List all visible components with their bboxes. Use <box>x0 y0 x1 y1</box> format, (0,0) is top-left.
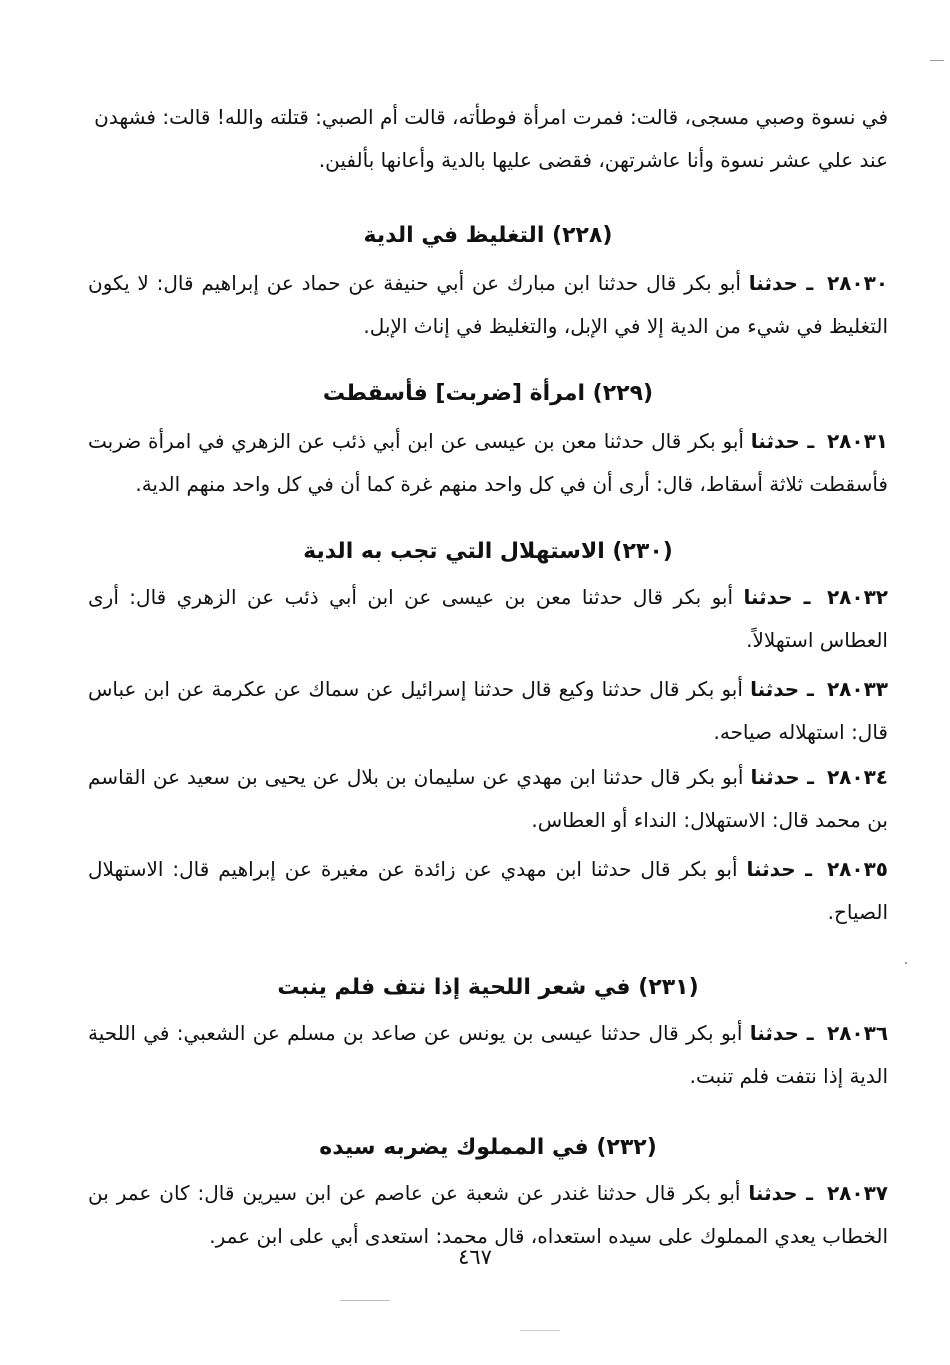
hadith-text: أبو بكر قال حدثنا ابن مبارك عن أبي حنيفة عن حماد عن إبراهيم قال: لا يكون التغليظ في شيء من الدية إلا في الإبل، والتغليظ في إناث الإبل. <box>88 271 888 338</box>
hadith-number: ٢٨٠٣١ <box>826 429 889 453</box>
hadith-entry <box>88 262 888 348</box>
hadith-text: أبو بكر قال حدثنا ابن مهدي عن سليمان بن بلال عن يحيى بن سعيد عن القاسم بن محمد قال: الاستهلال: النداء أو العطاس. <box>88 765 888 832</box>
section-heading: (٢٣٠) الاستهلال التي تجب به الدية <box>303 539 673 564</box>
hadith-lead: ـ حدثنا <box>750 429 815 453</box>
page-number: ٤٦٧ <box>458 1245 492 1269</box>
intro-line-2: عند علي عشر نسوة وأنا عاشرتهن، فقضى عليها بالدية وأعانها بألفين. <box>318 148 888 172</box>
hadith-lead: ـ حدثنا <box>746 857 813 881</box>
hadith-text: أبو بكر قال حدثنا معن بن عيسى عن ابن أبي ذئب عن الزهري قال: أرى العطاس استهلالاً. <box>88 585 888 652</box>
intro-paragraph <box>88 96 888 182</box>
section-heading: (٢٣١) في شعر اللحية إذا نتف فلم ينبت <box>277 975 699 1000</box>
hadith-number: ٢٨٠٣٥ <box>826 857 888 881</box>
scan-speck <box>930 60 944 61</box>
hadith-entry <box>88 668 888 754</box>
hadith-text: أبو بكر قال حدثنا معن بن عيسى عن ابن أبي ذئب عن الزهري في امرأة ضربت فأسقطت ثلاثة أسقاط، قال: أرى أن في كل واحد منهم غرة كما أن في كل واحد منهم الدية. <box>88 429 888 496</box>
scan-speck <box>520 1330 560 1331</box>
section-heading: (٢٢٩) امرأة [ضربت] فأسقطت <box>322 381 654 406</box>
hadith-entry <box>88 420 888 506</box>
hadith-lead: ـ حدثنا <box>750 765 814 789</box>
hadith-number: ٢٨٠٣٢ <box>826 585 888 609</box>
hadith-text: أبو بكر قال حدثنا غندر عن شعبة عن عاصم عن ابن سيرين قال: كان عمر بن الخطاب يعدي المملوك على سيده استعداه، قال محمد: استعدى أبي على ابن عمر. <box>88 1181 888 1248</box>
hadith-entry <box>88 576 888 662</box>
hadith-lead: ـ حدثنا <box>748 271 814 295</box>
hadith-number: ٢٨٠٣٠ <box>826 271 889 295</box>
scan-speck <box>340 1300 390 1301</box>
hadith-text: أبو بكر قال حدثنا عيسى بن يونس عن صاعد بن مسلم عن الشعبي: في اللحية الدية إذا نتفت فلم تنبت. <box>88 1021 888 1088</box>
hadith-lead: ـ حدثنا <box>743 585 811 609</box>
hadith-lead: ـ حدثنا <box>749 1021 814 1045</box>
scan-speck <box>905 962 907 964</box>
section-heading: (٢٢٨) التغليظ في الدية <box>363 223 613 248</box>
hadith-entry <box>88 1012 888 1098</box>
page-body <box>88 88 888 1258</box>
hadith-number: ٢٨٠٣٤ <box>826 765 889 789</box>
hadith-number: ٢٨٠٣٦ <box>826 1021 889 1045</box>
hadith-text: أبو بكر قال حدثنا ابن مهدي عن زائدة عن مغيرة عن إبراهيم قال: الاستهلال الصياح. <box>88 857 888 924</box>
section-heading: (٢٣٢) في المملوك يضربه سيده <box>319 1135 657 1160</box>
intro-line-1: في نسوة وصبي مسجى، قالت: فمرت امرأة فوطأته، قالت أم الصبي: قتلته والله! قالت: فشهدن <box>94 105 888 129</box>
hadith-number: ٢٨٠٣٧ <box>826 1181 888 1205</box>
hadith-entry <box>88 756 888 842</box>
hadith-number: ٢٨٠٣٣ <box>826 677 889 701</box>
hadith-text: أبو بكر قال حدثنا وكيع قال حدثنا إسرائيل عن سماك عن عكرمة عن ابن عباس قال: استهلاله صياحه. <box>88 677 888 744</box>
hadith-lead: ـ حدثنا <box>750 677 814 701</box>
hadith-lead: ـ حدثنا <box>748 1181 813 1205</box>
hadith-entry <box>88 848 888 934</box>
